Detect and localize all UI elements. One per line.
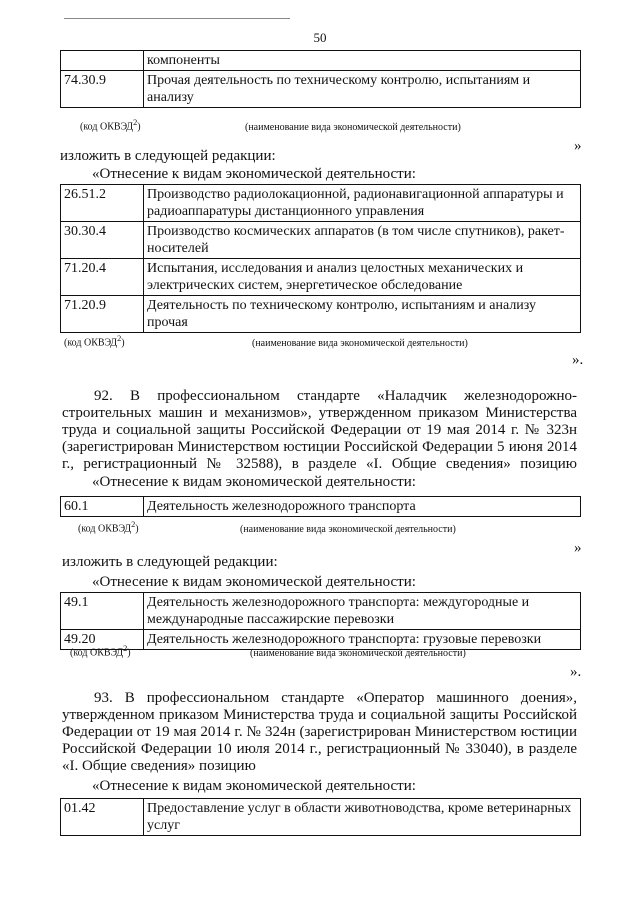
activity-name: Испытания, исследования и анализ целостных механических и электрических систем, энергетическое обследование [144,259,581,296]
caption-name: (наименование вида экономической деятельности) [250,648,466,659]
closing-quote: » [574,540,582,556]
section-heading: «Отнесение к видам экономической деятельности: [92,778,416,794]
caption-name: (наименование вида экономической деятельности) [252,338,468,349]
okved-code: 49.1 [61,593,144,630]
closing-quote: » [574,138,582,154]
table-row [61,71,581,108]
section-heading: «Отнесение к видам экономической деятельности: [92,574,416,590]
table-row [61,185,581,222]
activity-name: Производство радиолокационной, радионавигационной аппаратуры и радиоаппаратуры дистанционного управления [144,185,581,222]
section-heading: «Отнесение к видам экономической деятельности: [92,166,416,182]
header-rule [64,18,290,19]
okved-table-5 [60,798,581,836]
paragraph-92: 92. В профессиональном стандарте «Наладчик железнодорожно-строительных машин и механизмов», утвержденном приказом Министерства труда и социальной защиты Российской Федерации от 19 мая 2014 г. № 323н (зарегистрирован Министерством юстиции Российской Федерации 5 июня 2014 г., регистрационный № 32588), в разделе «I. Общие сведения» позицию [62,388,577,472]
okved-code: 30.30.4 [61,222,144,259]
caption-name: (наименование вида экономической деятельности) [240,524,456,535]
activity-name: Предоставление услуг в области животноводства, кроме ветеринарных услуг [144,799,581,836]
okved-code: 71.20.4 [61,259,144,296]
lead-text: изложить в следующей редакции: [62,554,278,570]
table-row [61,630,581,650]
okved-code: 74.30.9 [61,71,144,108]
closing-quote: ». [570,664,582,680]
table-row [61,51,581,71]
okved-code: 60.1 [61,497,144,517]
okved-code: 71.20.9 [61,296,144,333]
okved-code: 01.42 [61,799,144,836]
caption-code: (код ОКВЭД$^2$) [64,334,125,349]
page-number: 50 [313,30,327,45]
table-row [61,259,581,296]
closing-quote: ». [572,352,584,368]
section-heading: «Отнесение к видам экономической деятельности: [92,474,416,490]
activity-name: Прочая деятельность по техническому контролю, испытаниям и анализу [144,71,581,108]
table-row [61,296,581,333]
okved-table-2 [60,184,581,333]
table-row [61,222,581,259]
caption-code: (код ОКВЭД$^2$) [70,644,131,659]
activity-name: компоненты [144,51,581,71]
lead-text: изложить в следующей редакции: [60,148,276,164]
table-row [61,497,581,517]
okved-code [61,51,144,71]
table-row [61,799,581,836]
caption-name: (наименование вида экономической деятельности) [245,122,461,133]
caption-code: (код ОКВЭД$^2$) [78,520,139,535]
activity-name: Деятельность по техническому контролю, испытаниям и анализу прочая [144,296,581,333]
okved-table-1 [60,50,581,108]
activity-name: Деятельность железнодорожного транспорта [144,497,581,517]
okved-table-3 [60,496,581,517]
activity-name: Деятельность железнодорожного транспорта: грузовые перевозки [144,630,581,650]
paragraph-93: 93. В профессиональном стандарте «Оператор машинного доения», утвержденном приказом Министерства труда и социальной защиты Российской Федерации от 19 мая 2014 г. № 324н (зарегистрирован Министерством юстиции Российской Федерации 10 июля 2014 г., регистрационный № 33040), в разделе «I. Общие сведения» позицию [62,690,577,774]
okved-code: 49.20 [61,630,144,650]
activity-name: Деятельность железнодорожного транспорта: междугородные и международные пассажирские перевозки [144,593,581,630]
okved-code: 26.51.2 [61,185,144,222]
caption-code: (код ОКВЭД$^2$) [80,118,141,133]
table-row [61,593,581,630]
okved-table-4 [60,592,581,650]
activity-name: Производство космических аппаратов (в том числе спутников), ракет-носителей [144,222,581,259]
